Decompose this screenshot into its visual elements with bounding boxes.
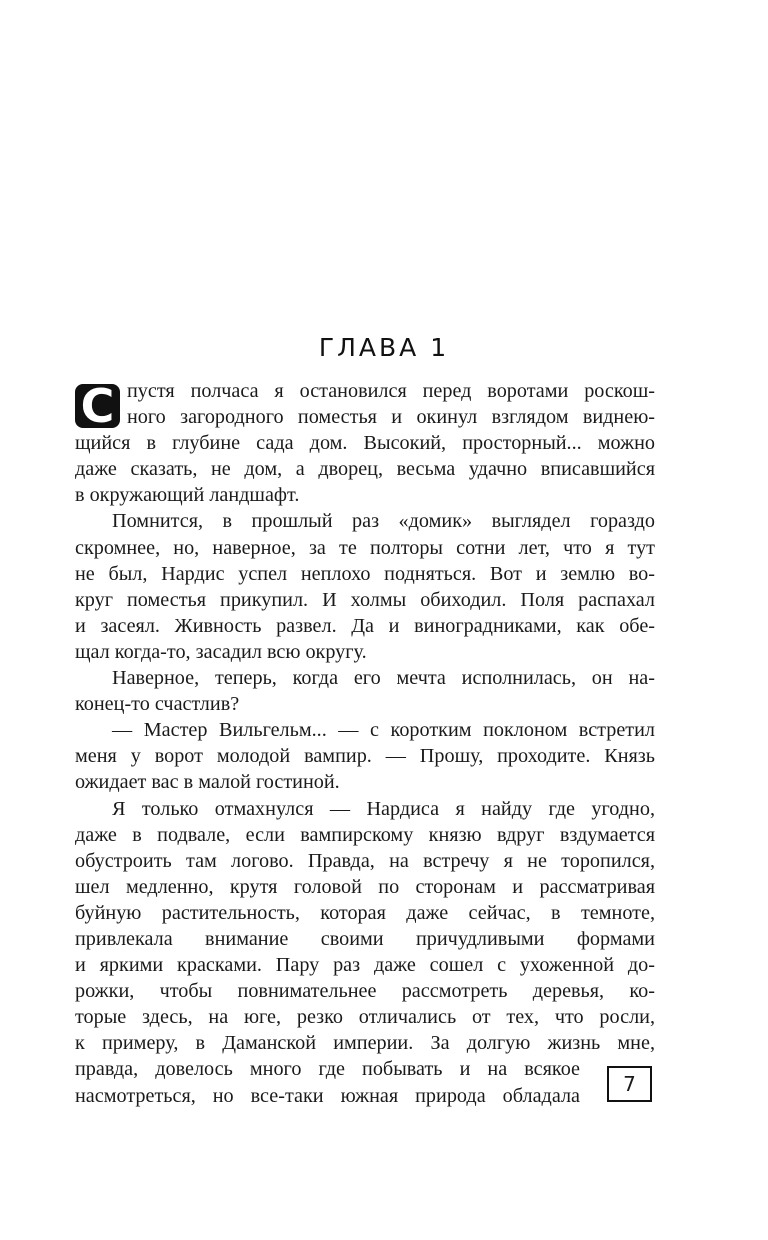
text-line: Наверное, теперь, когда его мечта исполнилась, он на-	[112, 667, 655, 690]
text-line: насмотреться, но все-таки южная природа обладала	[75, 1084, 580, 1107]
text-line: в окружающий ландшафт.	[75, 484, 300, 507]
text-line: — Мастер Вильгельм... — с коротким поклоном встретил	[112, 719, 655, 742]
text-line: щал когда-то, засадил всю округу.	[75, 640, 367, 663]
text-line: даже в подвале, если вампирскому князю вдруг вздумается	[75, 823, 655, 846]
text-line: конец-то счастлив?	[75, 693, 240, 716]
text-line: правда, довелось много где побывать и на всякое	[75, 1058, 580, 1081]
text-line: даже сказать, не дом, а дворец, весьма удачно вписавшийся	[75, 458, 655, 481]
text-line: меня у ворот молодой вампир. — Прошу, проходите. Князь	[75, 745, 655, 768]
drop-cap: С	[75, 384, 120, 428]
text-line: обустроить там логово. Правда, на встречу я не торопился,	[75, 849, 655, 872]
page-number: 7	[607, 1066, 652, 1102]
text-line: шел медленно, крутя головой по сторонам и рассматривая	[75, 875, 655, 898]
chapter-title: ГЛАВА 1	[318, 333, 450, 362]
body-text	[75, 378, 655, 1109]
text-line: ного загородного поместья и окинул взглядом виднею-	[127, 406, 655, 429]
text-line: Помнится, в прошлый раз «домик» выглядел гораздо	[112, 510, 655, 533]
text-line: не был, Нардис успел неплохо подняться. Вот и землю во-	[75, 562, 655, 585]
text-line: буйную растительность, которая даже сейчас, в темноте,	[75, 901, 655, 924]
text-line: щийся в глубине сада дом. Высокий, просторный... можно	[75, 432, 655, 455]
text-line: скромнее, но, наверное, за те полторы сотни лет, что я тут	[75, 536, 655, 559]
text-line: пустя полчаса я остановился перед воротами роскош-	[127, 380, 655, 402]
text-line: привлекала внимание своими причудливыми формами	[75, 927, 655, 950]
text-line: Я только отмахнулся — Нардиса я найду где угодно,	[112, 797, 655, 820]
text-line: рожки, чтобы повнимательнее рассмотреть деревья, ко-	[75, 980, 655, 1003]
text-line: торые здесь, на юге, резко отличались от тех, что росли,	[75, 1006, 655, 1029]
text-line: круг поместья прикупил. И холмы обиходил. Поля распахал	[75, 588, 655, 611]
text-line: и засеял. Живность развел. Да и виноградниками, как обе-	[75, 614, 655, 637]
text-line: к примеру, в Даманской империи. За долгую жизнь мне,	[75, 1032, 655, 1055]
text-line: и яркими красками. Пару раз даже сошел с ухоженной до-	[75, 954, 655, 977]
text-line: ожидает вас в малой гостиной.	[75, 771, 340, 794]
